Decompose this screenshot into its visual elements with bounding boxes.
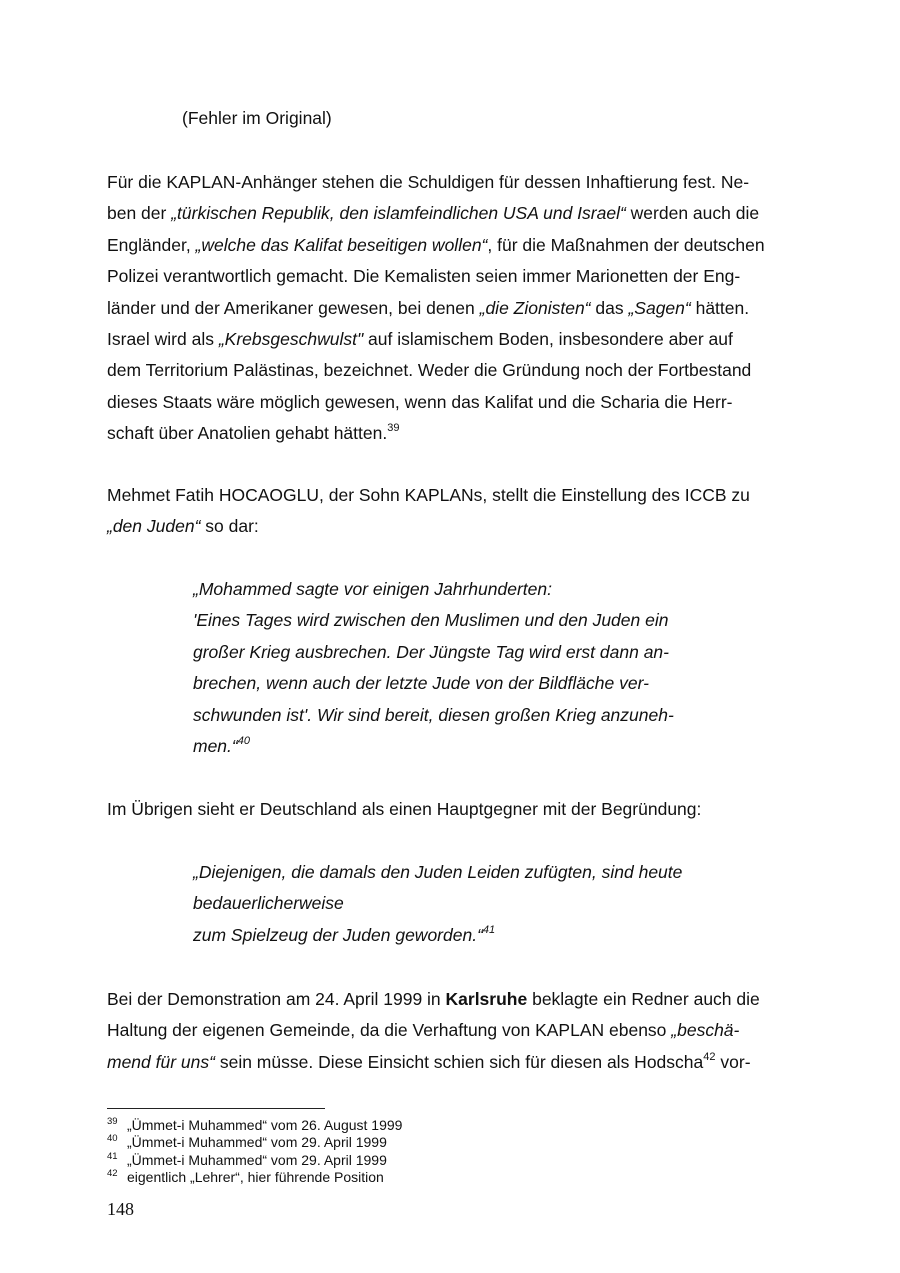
- text-line: dieses Staats wäre möglich gewesen, wenn das Kalifat und die Scharia die Herr-: [107, 391, 733, 412]
- text-line: Haltung der eigenen Gemeinde, da die Verhaftung von KAPLAN ebenso „beschä-: [107, 1020, 740, 1041]
- footnote-ref-40: 40: [237, 734, 250, 747]
- paragraph-germany-opponent: [107, 794, 797, 825]
- footnotes: [107, 1117, 402, 1186]
- footnote-item: 42 eigentlich „Lehrer“, hier führende Position: [107, 1167, 384, 1185]
- text-line: Polizei verantwortlich gemacht. Die Kemalisten seien immer Marionetten der Eng-: [107, 266, 741, 287]
- quote-line: brechen, wenn auch der letzte Jude von der Bildfläche ver-: [193, 673, 649, 694]
- block-quote-diejenigen: [193, 857, 753, 951]
- quote-line: bedauerlicherweise: [193, 893, 344, 914]
- text-line: Mehmet Fatih HOCAOGLU, der Sohn KAPLANs, stellt die Einstellung des ICCB zu: [107, 485, 750, 505]
- quote-line: 'Eines Tages wird zwischen den Muslimen und den Juden ein: [193, 610, 669, 631]
- footnote-item: 41 „Ümmet-i Muhammed“ vom 29. April 1999: [107, 1150, 387, 1168]
- text-line: Bei der Demonstration am 24. April 1999 in Karlsruhe beklagte ein Redner auch die: [107, 989, 760, 1009]
- footnote-ref-41: 41: [482, 923, 496, 936]
- text-line: Engländer, „welche das Kalifat beseitigen wollen“, für die Maßnahmen der deutschen: [107, 234, 765, 255]
- text-line: Für die KAPLAN-Anhänger stehen die Schuldigen für dessen Inhaftierung fest. Ne-: [107, 172, 750, 192]
- text-line: Israel wird als „Krebsgeschwulst" auf islamischem Boden, insbesondere aber auf: [107, 328, 733, 349]
- error-note: (Fehler im Original): [182, 108, 332, 128]
- quote-line: zum Spielzeug der Juden geworden.“$^{41}$: [193, 923, 496, 945]
- quote-line: großer Krieg ausbrechen. Der Jüngste Tag wird erst dann an-: [193, 641, 669, 662]
- paragraph-karlsruhe: [107, 984, 797, 1078]
- quote-line: „Mohammed sagte vor einigen Jahrhunderten:: [193, 579, 552, 599]
- footnote-ref-39: 39: [387, 422, 400, 435]
- footnote-item: 39 „Ümmet-i Muhammed“ vom 26. August 1999: [107, 1116, 403, 1133]
- quote-line: men.“$^{40}$: [193, 734, 250, 756]
- text-line: Im Übrigen sieht er Deutschland als einen Hauptgegner mit der Begründung:: [107, 799, 702, 819]
- footnote-ref-42: 42: [703, 1050, 716, 1063]
- footnote-separator: [107, 1108, 325, 1109]
- text-line: mend für uns“ sein müsse. Diese Einsicht schien sich für diesen als Hodscha$^{42}$ vor-: [107, 1050, 751, 1072]
- footnote-item: 40 „Ümmet-i Muhammed“ vom 29. April 1999: [107, 1133, 387, 1151]
- text-line: ben der „türkischen Republik, den islamfeindlichen USA und Israel“ werden auch die: [107, 203, 760, 224]
- quote-line: schwunden ist'. Wir sind bereit, diesen großen Krieg anzuneh-: [193, 704, 674, 725]
- page-number: 148: [107, 1199, 134, 1219]
- text-line: „den Juden“ so dar:: [107, 516, 259, 537]
- text-line: länder und der Amerikaner gewesen, bei denen „die Zionisten“ das „Sagen“ hätten.: [107, 297, 750, 318]
- bold-place-name: Karlsruhe: [445, 989, 528, 1009]
- text-line: dem Territorium Palästinas, bezeichnet. Weder die Gründung noch der Fortbestand: [107, 360, 752, 381]
- block-quote-mohammed: [193, 574, 753, 762]
- paragraph-kaplan-followers: [107, 167, 797, 450]
- quote-line: „Diejenigen, die damals den Juden Leiden zufügten, sind heute: [193, 862, 683, 882]
- text-line: schaft über Anatolien gehabt hätten.$^{39}$: [107, 422, 400, 444]
- paragraph-hocaoglu: [107, 480, 797, 543]
